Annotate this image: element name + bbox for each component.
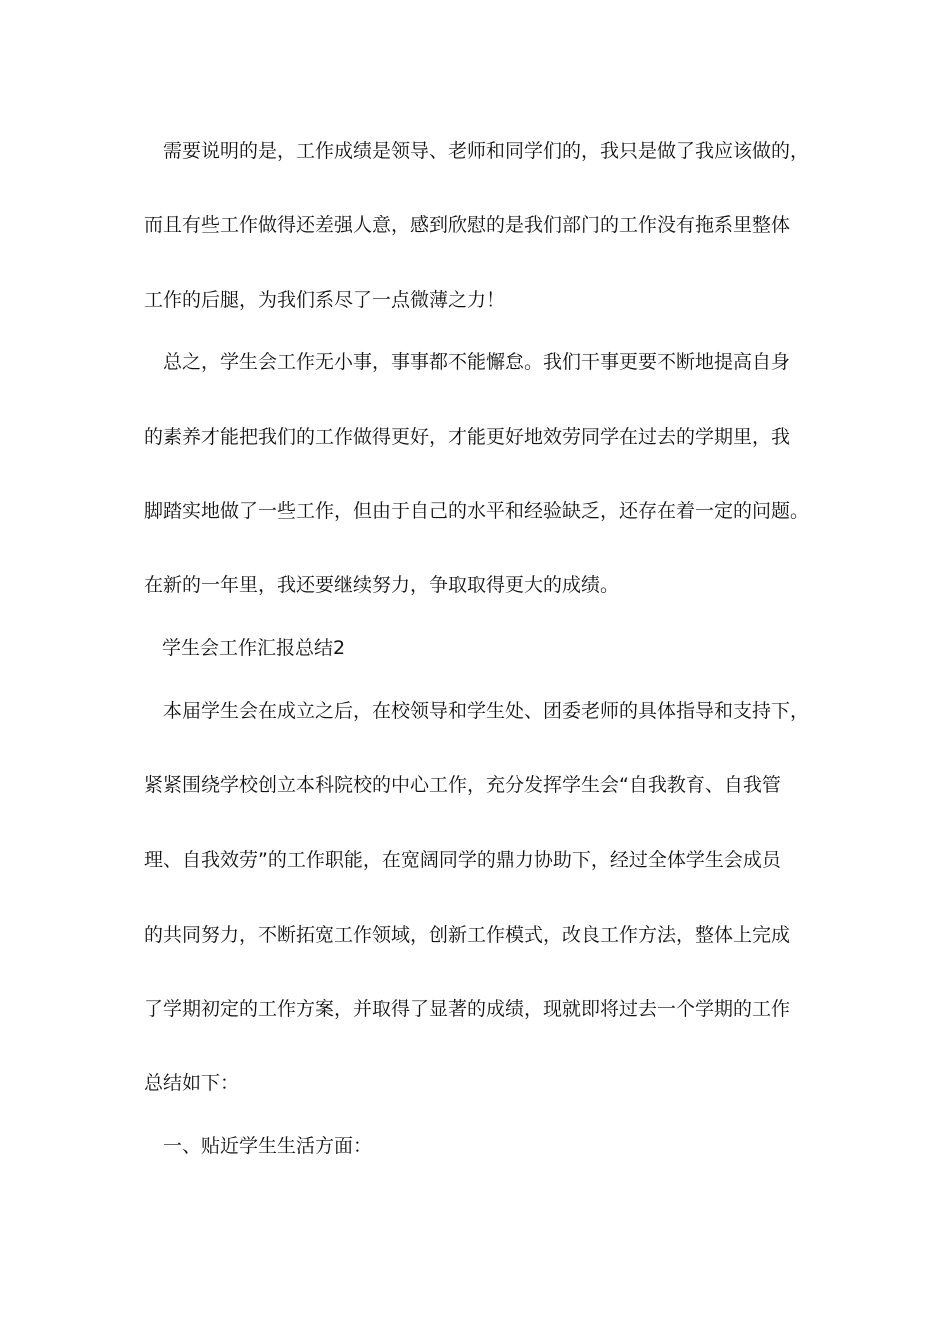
paragraph-line: 理、自我效劳”的工作职能，在宽阔同学的鼎力协助下，经过全体学生会成员: [144, 849, 781, 871]
section-heading: 学生会工作汇报总结2: [162, 637, 346, 659]
paragraph-line: 的素养才能把我们的工作做得更好，才能更好地效劳同学在过去的学期里，我: [144, 426, 791, 448]
paragraph-line: 总结如下：: [144, 1072, 240, 1094]
paragraph-line: 而且有些工作做得还差强人意，感到欣慰的是我们部门的工作没有拖系里整体: [144, 214, 791, 236]
paragraph-line: 需要说明的是，工作成绩是领导、老师和同学们的，我只是做了我应该做的，: [163, 140, 810, 162]
paragraph-line: 紧紧围绕学校创立本科院校的中心工作，充分发挥学生会“自我教育、自我管: [144, 774, 781, 796]
paragraph-line: 的共同努力，不断拓宽工作领域，创新工作模式，改良工作方法，整体上完成: [144, 924, 791, 946]
paragraph-line: 在新的一年里，我还要继续努力，争取取得更大的成绩。: [144, 574, 620, 596]
paragraph-line: 脚踏实地做了一些工作，但由于自己的水平和经验缺乏，还存在着一定的问题。: [144, 500, 810, 522]
paragraph-line: 了学期初定的工作方案，并取得了显著的成绩，现就即将过去一个学期的工作: [144, 998, 791, 1020]
paragraph-line: 总之，学生会工作无小事，事事都不能懈怠。我们干事更要不断地提高自身: [163, 351, 791, 373]
paragraph-line: 工作的后腿，为我们系尽了一点微薄之力！: [144, 289, 506, 311]
paragraph-line: 本届学生会在成立之后，在校领导和学生处、团委老师的具体指导和支持下，: [163, 700, 810, 722]
subsection-heading: 一、贴近学生生活方面：: [163, 1135, 373, 1157]
